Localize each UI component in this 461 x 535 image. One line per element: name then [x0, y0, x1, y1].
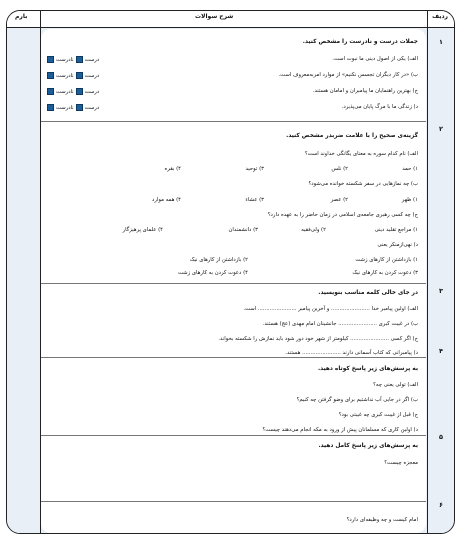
header-title: شرح سوالات: [195, 13, 234, 20]
false-label: نادرست: [56, 73, 74, 79]
section-number: ۵: [439, 433, 443, 441]
false-checkbox[interactable]: [47, 104, 54, 111]
header-radif: ردیف: [432, 13, 448, 20]
score-column: [7, 27, 41, 533]
table-header: [7, 11, 454, 28]
true-checkbox[interactable]: [76, 88, 83, 95]
section-fill-blank: [41, 283, 426, 358]
blank-sentence: ج) اگر کسی ....................... کیلومتر از شهر خود دور شود باید نمازش را شکسته بخواند.: [218, 336, 418, 342]
true-checkbox[interactable]: [76, 104, 83, 111]
section-number: ۱: [439, 38, 443, 46]
section-title: گزینه‌ی صحیح را با علامت ضربدر مشخص کنید.: [286, 133, 418, 139]
true-label: درست: [84, 73, 100, 79]
question-text: ج) چه کسی رهبری جامعه‌ی اسلامی در زمان حاضر را به عهده دارد؟: [267, 212, 418, 218]
short-question: ج) قبل از غیبت کبری چه غیبتی بود؟: [338, 412, 418, 418]
true-checkbox[interactable]: [76, 72, 83, 79]
true-false-choice: [45, 104, 99, 111]
questions-area: [41, 29, 426, 533]
option[interactable]: ۲) عصر: [330, 197, 348, 203]
full-question: معجزه چیست؟: [384, 460, 418, 466]
short-question: الف) تولی یعنی چه؟: [373, 382, 418, 388]
true-false-choice: [45, 88, 99, 95]
statement: الف) یکی از اصول دینی ما نبوت است.: [332, 56, 418, 62]
section-title: به پرسش‌های زیر پاسخ کوتاه دهید.: [317, 366, 418, 372]
option[interactable]: ۱) حمد: [402, 166, 418, 172]
option[interactable]: ۳) توحید: [245, 166, 264, 172]
true-label: درست: [84, 57, 100, 63]
option[interactable]: ۳) دانشمندان: [228, 227, 258, 233]
section-number: ۲: [439, 125, 443, 133]
option[interactable]: ۲) نلس: [331, 166, 348, 172]
true-label: درست: [84, 89, 100, 95]
section-title: به پرسش‌های زیر پاسخ کامل دهید.: [318, 443, 418, 449]
blank-sentence: الف) اولین پیامبر خدا ....................... و آخرین پیامبر ....................... است.: [243, 306, 418, 312]
false-checkbox[interactable]: [47, 88, 54, 95]
blank-sentence: ب) در غیبت کبری ....................... جانشینان امام مهدی (عج) هستند.: [262, 321, 418, 327]
option[interactable]: ۱) ظهر: [401, 197, 418, 203]
section-title: در جای خالی کلمه مناسب بنویسید.: [318, 290, 418, 296]
question-text: د) نهی‌ازمنکر یعنی: [377, 242, 418, 248]
question-text: ب) چه نمازهایی در سفر شکسته خوانده می‌شود؟: [308, 181, 418, 187]
false-label: نادرست: [56, 57, 74, 63]
false-checkbox[interactable]: [47, 72, 54, 79]
section-multiple-choice: [41, 121, 426, 284]
section-full-answer: [41, 435, 426, 502]
true-false-choice: [45, 56, 99, 63]
header-divider: [40, 11, 41, 27]
short-question: د) اولین کاری که مسلمانان پیش از ورود به مکه انجام می‌دهند چیست؟: [262, 427, 418, 433]
blank-sentence: د) پیامبرانی که کتاب آسمانی دارند ....................... هستند.: [285, 350, 418, 356]
option[interactable]: ۲) بازداشتن از کارهای نیک: [189, 257, 248, 263]
header-barom: بارم: [15, 13, 28, 20]
short-question: ب) اگر در جایی آب نداشتیم برای وضو گرفتن چه کنیم؟: [296, 397, 418, 403]
false-checkbox[interactable]: [47, 56, 54, 63]
section-title: جملات درست و نادرست را مشخص کنید.: [302, 39, 418, 45]
option[interactable]: ۴) علمای پرهیزگار: [122, 227, 163, 233]
statement: ج) بهترین راهنمایان ما پیامبران و امامان هستند.: [312, 88, 418, 94]
option[interactable]: ۳) عشاء: [245, 197, 264, 203]
question-text: الف) نام کدام سوره به معنای یگانگی خداوند است؟: [304, 151, 418, 157]
exam-frame: [6, 10, 455, 534]
false-label: نادرست: [56, 89, 74, 95]
option[interactable]: ۳) دعوت کردن به کارهای نیک: [352, 270, 418, 276]
header-divider: [427, 11, 428, 27]
section-number: ۶: [439, 501, 443, 509]
true-checkbox[interactable]: [76, 56, 83, 63]
option[interactable]: ۴) همه موارد: [152, 197, 181, 203]
row-number-column: [427, 27, 454, 533]
option[interactable]: ۲) ولی‌فقیه: [301, 227, 326, 233]
true-label: درست: [84, 105, 100, 111]
option[interactable]: ۴) دعوت کردن به کارهای زشت: [177, 270, 248, 276]
section-short-answer: [41, 357, 426, 436]
option[interactable]: ۴) بقره: [164, 166, 181, 172]
false-label: نادرست: [56, 105, 74, 111]
option[interactable]: ۱) بازداشتن از کارهای زشت: [355, 257, 418, 263]
statement: د) زندگی ما با مرگ پایان می‌پذیرد.: [341, 104, 418, 110]
statement: ب) «در کار دیگران تجسس نکنیم» از موارد امربه‌معروف است.: [278, 72, 418, 78]
section-true-false: [41, 29, 426, 122]
section-number: ۳: [439, 287, 443, 295]
true-false-choice: [45, 72, 99, 79]
section-number: ۴: [439, 347, 443, 355]
section-question-6: [41, 501, 426, 534]
option[interactable]: ۱) مراجع تقلید دینی: [374, 227, 418, 233]
full-question: امام کیست و چه وظیفه‌ای دارد؟: [346, 517, 418, 523]
